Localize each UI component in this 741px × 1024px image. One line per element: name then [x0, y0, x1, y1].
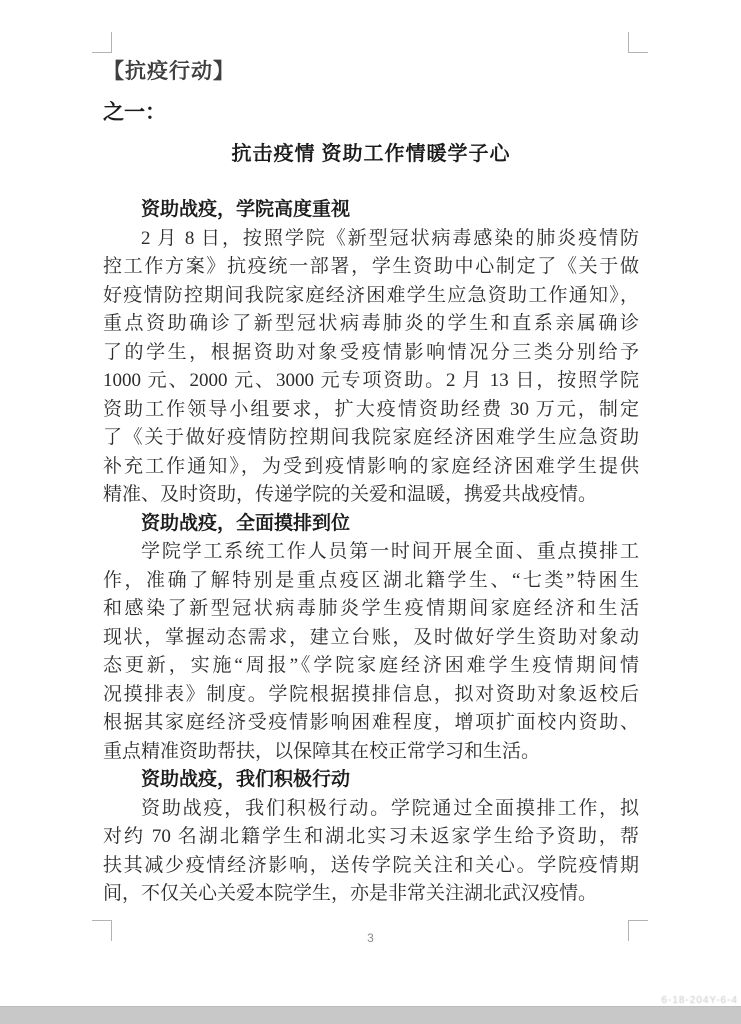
section-active-response: [103, 766, 639, 909]
text-line: 扶其减少疫情经济影响，送传学院关注和关心。学院疫情期: [103, 854, 639, 876]
section-survey-coverage: [103, 510, 639, 767]
section-funding-priority: [103, 196, 639, 510]
text-line: 态更新，实施“周报”《学院家庭经济困难学生疫情期间情: [103, 655, 639, 676]
text-line: 补充工作通知》，为受到疫情影响的家庭经济困难学生提供: [103, 455, 639, 477]
section-heading: 资助战疫，我们积极行动: [141, 769, 351, 790]
text-line: 资助战疫，我们积极行动。学院通过全面摸排工作，拟: [141, 797, 639, 819]
section-paragraph: [103, 225, 639, 510]
series-tag: 【抗疫行动】: [103, 59, 235, 83]
section-heading: 资助战疫，学院高度重视: [141, 199, 351, 220]
text-line: 重点精准资助帮扶，以保障其在校正常学习和生活。: [103, 740, 541, 762]
text-boundary-mark-top-left: [92, 32, 112, 53]
page-number: 3: [367, 931, 374, 945]
text-line: 学院学工系统工作人员第一时间开展全面、重点摸排工: [141, 541, 639, 562]
text-line: 控工作方案》抗疫统一部署，学生资助中心制定了《关于做: [103, 256, 639, 277]
text-line: 根据其家庭经济受疫情影响困难程度，增项扩面校内资助、: [103, 712, 639, 733]
section-heading: 资助战疫，全面摸排到位: [141, 512, 351, 534]
series-subtag: 之一：: [103, 100, 166, 124]
document-title: 抗击疫情 资助工作情暖学子心: [231, 143, 511, 165]
text-line: 况摸排表》制度。学院根据摸排信息，拟对资助对象返校后: [103, 683, 639, 705]
text-line: 2 月 8 日，按照学院《新型冠状病毒感染的肺炎疫情防: [141, 227, 639, 249]
text-line: 资助工作领导小组要求，扩大疫情资助经费 30 万元，制定: [103, 398, 639, 420]
text-line: 了《关于做好疫情防控期间我院家庭经济困难学生应急资助: [103, 427, 639, 448]
text-line: 了的学生，根据资助对象受疫情影响情况分三类分别给予: [103, 341, 639, 363]
text-line: 间，不仅关心关爱本院学生，亦是非常关注湖北武汉疫情。: [103, 883, 598, 904]
text-line: 1000 元、2000 元、3000 元专项资助。2 月 13 日，按照学院: [103, 370, 639, 391]
section-paragraph: [103, 795, 639, 909]
horizontal-scrollbar-track[interactable]: [0, 1006, 741, 1024]
text-line: 现状，掌握动态需求，建立台账，及时做好学生资助对象动: [103, 626, 639, 648]
section-paragraph: [103, 538, 639, 766]
text-line: 对约 70 名湖北籍学生和湖北实习未返家学生给予资助，帮: [103, 826, 639, 847]
text-line: 重点资助确诊了新型冠状病毒肺炎的学生和直系亲属确诊: [103, 313, 639, 334]
text-line: 好疫情防控期间我院家庭经济困难学生应急资助工作通知》，: [103, 284, 639, 306]
watermark-text: 6-18-204Y-6-4: [661, 995, 738, 1006]
text-line: 作，准确了解特别是重点疫区湖北籍学生、“七类”特困生: [103, 569, 639, 591]
text-line: 精准、及时资助，传递学院的关爱和温暖，携爱共战疫情。: [103, 484, 598, 505]
document-body: [103, 196, 639, 909]
text-line: 和感染了新型冠状病毒肺炎学生疫情期间家庭经济和生活: [103, 598, 639, 619]
text-boundary-mark-top-right: [628, 32, 648, 53]
